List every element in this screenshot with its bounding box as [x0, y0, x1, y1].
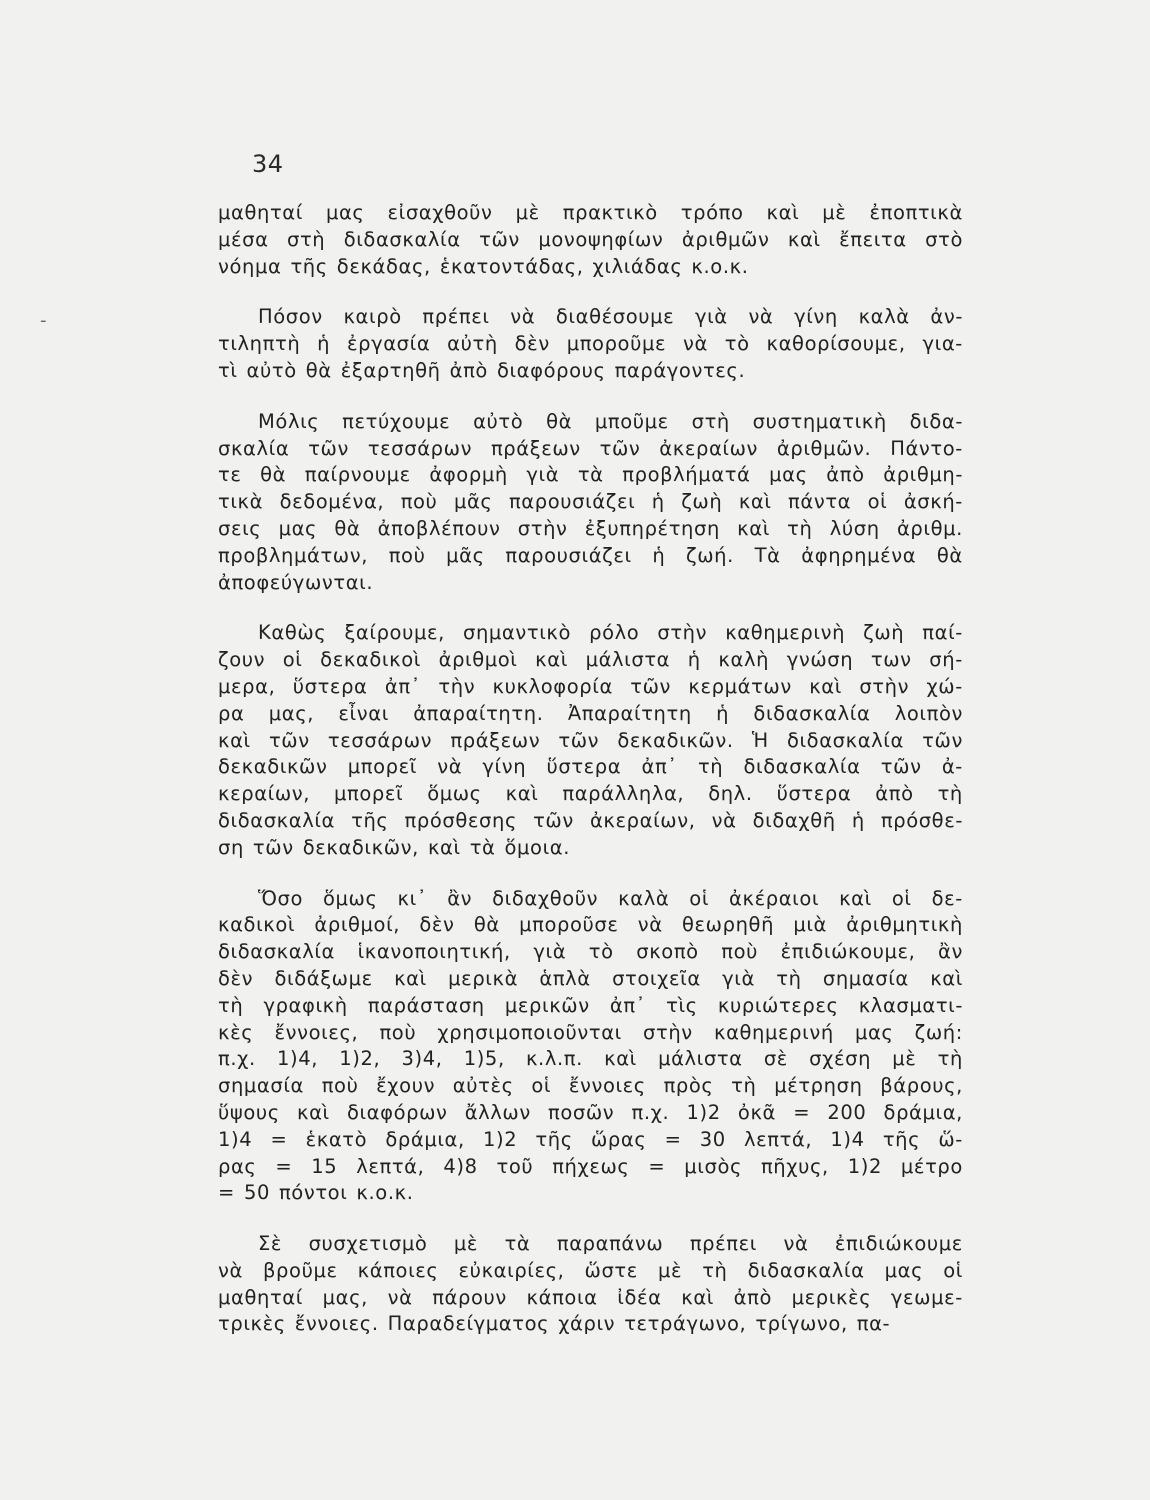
- body-text: [218, 200, 963, 1362]
- text-line: τὶ αὐτὸ θὰ ἐξαρτηθῆ ἀπὸ διαφόρους παράγοντες.: [218, 358, 746, 382]
- text-line: Μόλις πετύχουμε αὐτὸ θὰ μποῦμε στὴ συστηματικὴ διδα-: [258, 409, 963, 433]
- text-line: Καθὼς ξαίρουμε, σημαντικὸ ρόλο στὴν καθημερινὴ ζωὴ παί-: [258, 621, 963, 645]
- text-line: Πόσον καιρὸ πρέπει νὰ διαθέσουμε γιὰ νὰ γίνη καλὰ ἀν-: [258, 305, 963, 329]
- page-number: 34: [252, 150, 284, 178]
- text-line: καδικοὶ ἀριθμοί, δὲν θὰ μποροῦσε νὰ θεωρηθῆ μιὰ ἀριθμητικὴ: [218, 913, 963, 937]
- text-line: Σὲ συσχετισμὸ μὲ τὰ παραπάνω πρέπει νὰ ἐπιδιώκουμε: [258, 1232, 963, 1256]
- text-line: διδασκαλία τῆς πρόσθεσης τῶν ἀκεραίων, νὰ διδαχθῆ ἡ πρόσθε-: [218, 808, 963, 832]
- text-line: τε θὰ παίρνουμε ἀφορμὴ γιὰ τὰ προβλήματά μας ἀπὸ ἀριθμη-: [218, 463, 963, 487]
- text-line: σημασία ποὺ ἔχουν αὐτὲς οἱ ἔννοιες πρὸς τὴ μέτρηση βάρους,: [218, 1074, 963, 1098]
- text-line: π.χ. 1)4, 1)2, 3)4, 1)5, κ.λ.π. καὶ μάλιστα σὲ σχέση μὲ τὴ: [218, 1047, 963, 1071]
- text-line: τὴ γραφικὴ παράσταση μερικῶν ἀπ᾽ τὶς κυριώτερες κλασματι-: [218, 993, 963, 1017]
- text-line: = 50 πόντοι κ.ο.κ.: [218, 1181, 414, 1205]
- text-line: μαθηταί μας, νὰ πάρουν κάποια ἰδέα καὶ ἀπὸ μερικὲς γεωμε-: [218, 1285, 963, 1309]
- text-line: σεις μας θὰ ἀποβλέπουν στὴν ἐξυπηρέτηση καὶ τὴ λύση ἀριθμ.: [218, 516, 963, 540]
- text-line: τιληπτὴ ἡ ἐργασία αὐτὴ δὲν μποροῦμε νὰ τὸ καθορίσουμε, για-: [218, 332, 963, 356]
- text-line: ὕψους καὶ διαφόρων ἄλλων ποσῶν π.χ. 1)2 ὀκᾶ = 200 δράμια,: [218, 1100, 963, 1124]
- text-line: διδασκαλία ἱκανοποιητική, γιὰ τὸ σκοπὸ ποὺ ἐπιδιώκουμε, ἂν: [218, 940, 963, 964]
- text-line: μέσα στὴ διδασκαλία τῶν μονοψηφίων ἀριθμῶν καὶ ἔπειτα στὸ: [218, 227, 963, 251]
- text-line: νὰ βροῦμε κάποιες εὐκαιρίες, ὥστε μὲ τὴ διδασκαλία μας οἱ: [218, 1258, 963, 1282]
- text-line: δεκαδικῶν μπορεῖ νὰ γίνη ὕστερα ἀπ᾽ τὴ διδασκαλία τῶν ἀ-: [218, 755, 963, 779]
- text-line: τρικὲς ἔννοιες. Παραδείγματος χάριν τετράγωνο, τρίγωνο, πα-: [218, 1312, 891, 1336]
- text-line: κεραίων, μπορεῖ ὅμως καὶ παράλληλα, δηλ. ὕστερα ἀπὸ τὴ: [218, 782, 963, 806]
- text-line: μερα, ὕστερα ἀπ᾽ τὴν κυκλοφορία τῶν κερμάτων καὶ στὴν χώ-: [218, 674, 963, 698]
- text-line: μαθηταί μας εἰσαχθοῦν μὲ πρακτικὸ τρόπο καὶ μὲ ἐποπτικὰ: [218, 201, 963, 224]
- text-line: καὶ τῶν τεσσάρων πράξεων τῶν δεκαδικῶν. Ἡ διδασκαλία τῶν: [218, 728, 963, 752]
- text-line: νόημα τῆς δεκάδας, ἑκατοντάδας, χιλιάδας κ.ο.κ.: [218, 254, 749, 278]
- text-line: δὲν διδάξωμε καὶ μερικὰ ἁπλὰ στοιχεῖα γιὰ τὴ σημασία καὶ: [218, 966, 963, 990]
- margin-mark: -: [40, 310, 47, 331]
- text-line: ρας = 15 λεπτά, 4)8 τοῦ πήχεως = μισὸς πῆχυς, 1)2 μέτρο: [218, 1154, 963, 1178]
- paragraph: [218, 886, 963, 1208]
- paragraph: [218, 409, 963, 597]
- text-line: προβλημάτων, ποὺ μᾶς παρουσιάζει ἡ ζωή. Τὰ ἀφηρημένα θὰ: [218, 543, 963, 567]
- paragraph: [218, 200, 963, 280]
- paragraph: [218, 304, 963, 384]
- text-line: κὲς ἔννοιες, ποὺ χρησιμοποιοῦνται στὴν καθημερινή μας ζωή:: [218, 1020, 963, 1044]
- text-line: ζουν οἱ δεκαδικοὶ ἀριθμοὶ καὶ μάλιστα ἡ καλὴ γνώση των σή-: [218, 648, 963, 672]
- text-line: ἀποφεύγωνται.: [218, 570, 374, 594]
- paragraph: [218, 1231, 963, 1338]
- paragraph: [218, 620, 963, 861]
- text-line: σκαλία τῶν τεσσάρων πράξεων τῶν ἀκεραίων ἀριθμῶν. Πάντο-: [218, 436, 963, 460]
- text-line: ση τῶν δεκαδικῶν, καὶ τὰ ὅμοια.: [218, 835, 571, 859]
- text-line: ρα μας, εἶναι ἀπαραίτητη. Ἀπαραίτητη ἡ διδασκαλία λοιπὸν: [218, 701, 963, 725]
- text-line: τικὰ δεδομένα, ποὺ μᾶς παρουσιάζει ἡ ζωὴ καὶ πάντα οἱ ἀσκή-: [218, 490, 963, 514]
- text-line: Ὅσο ὅμως κι᾽ ἂν διδαχθοῦν καλὰ οἱ ἀκέραιοι καὶ οἱ δε-: [258, 886, 963, 910]
- text-line: 1)4 = ἑκατὸ δράμια, 1)2 τῆς ὥρας = 30 λεπτά, 1)4 τῆς ὥ-: [218, 1127, 963, 1151]
